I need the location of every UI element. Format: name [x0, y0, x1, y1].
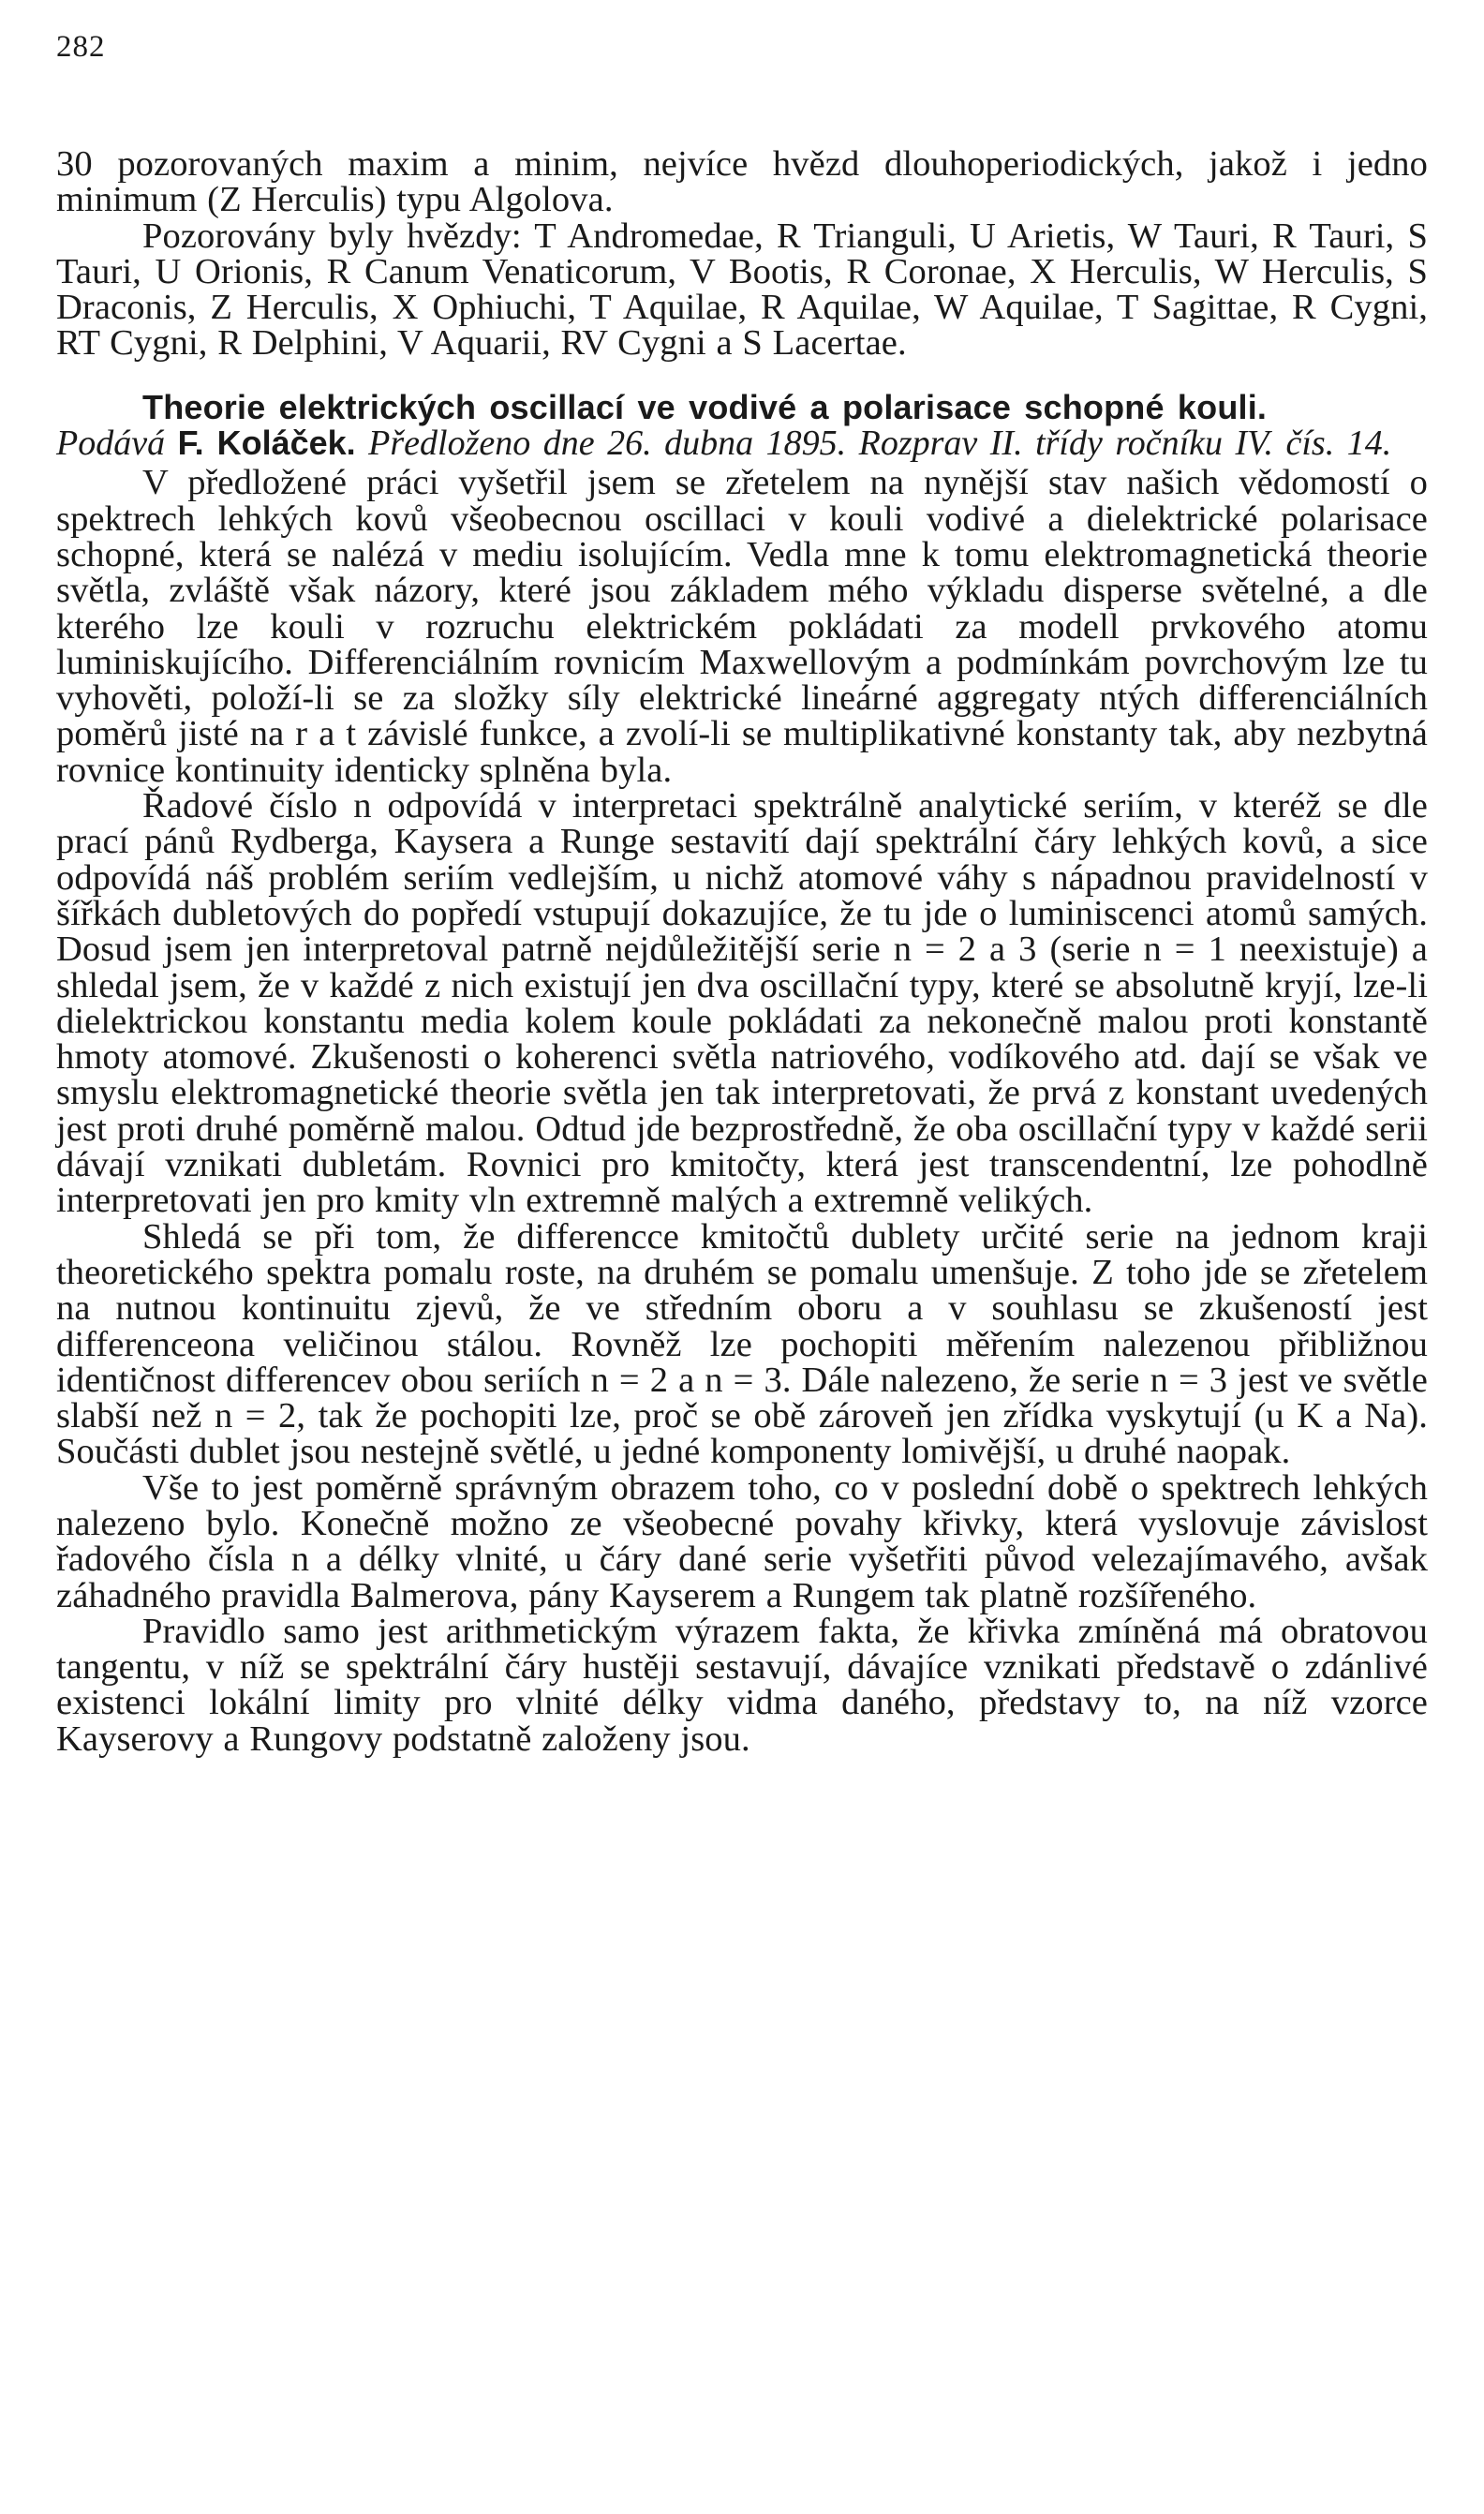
article-body: [56, 465, 1428, 1757]
page-number: 282: [56, 30, 106, 64]
article-paragraph-2: Řadové číslo n odpovídá v interpretaci spektrálně analytické seriím, v kteréž se dle prací pánů Rydberga, Kaysera a Runge sestavití dají spektrální čáry lehkých kovů, a sice odpovídá náš problém seriím vedlejším, u nichž atomové váhy s nápadnou pravidelností v šířkách dubletových do popředí vstupují dokazujíce, že tu jde o luminiscenci atomů samých. Dosud jsem jen interpretoval patrně nejdůležitější serie n = 2 a 3 (serie n = 1 neexistuje) a shledal jsem, že v každé z nich existují jen dva oscillační typy, které se absolutně kryjí, lze-li dielektrickou konstantu media kolem koule pokládati za nekonečně malou proti konstantě hmoty atomové. Zkušenosti o koherenci světla natriového, vodíkového atd. dají se však ve smyslu elektromagnetické theorie světla jen tak interpretovati, že prvá z konstant uvedených jest proti druhé poměrně malou. Odtud jde bezprostředně, že oba oscillační typy v každé serii dávají vznikati dubletám. Rovnici pro kmitočty, která jest transcendentní, lze pohodlně interpretovati jen pro kmity vln extremně malých a extremně velikých.: [56, 786, 1428, 1221]
article-submitted: Předloženo dne 26. dubna 1895. Rozprav II. třídy ročníku IV. čís. 14.: [368, 424, 1392, 464]
article-title: Theorie elektrických oscillací ve vodivé a polarisace schopné kouli.: [142, 387, 1268, 426]
article-author: F. Koláček.: [177, 424, 356, 463]
article-paragraph-1: V předložené práci vyšetřil jsem se zřetelem na nynější stav našich vědomostí o spektrech lehkých kovů všeobecnou oscillaci v kouli vodivé a dielektrické polarisace schopné, která se nalézá v mediu isolujícím. Vedla mne k tomu elektromagnetická theorie světla, zvláště však názory, které jsou základem mého výkladu disperse světelné, a dle kterého lze kouli v rozruchu elektrickém pokládati za modell prvkového atomu luminiskujícího. Differenciálním rovnicím Maxwellovým a podmínkám povrchovým lze tu vyhověti, položí-li se za složky síly elektrické lineárné aggregaty ntých differenciálních poměrů jisté na r a t závislé funkce, a zvolí-li se multiplikativné konstanty tak, aby nezbytná rovnice kontinuity identicky splněna byla.: [56, 463, 1428, 790]
intro-paragraph-2: Pozorovány byly hvězdy: T Andromedae, R Trianguli, U Arietis, W Tauri, R Tauri, S Tauri, U Orionis, R Canum Venaticorum, V Bootis, R Coronae, X Herculis, W Herculis, S Draconis, Z Herculis, X Ophiuchi, T Aquilae, R Aquilae, W Aquilae, T Sagittae, R Cygni, RT Cygni, R Delphini, V Aquarii, RV Cygni a S Lacertae.: [56, 216, 1428, 364]
article-byline: [56, 424, 1428, 464]
document-page: [56, 28, 1428, 1757]
byline-prefix: Podává: [56, 424, 166, 464]
article-paragraph-3: Shledá se při tom, že differencce kmitočtů dublety určité serie na jednom kraji theoretického spektra pomalu roste, na druhém se pomalu umenšuje. Z toho jde se zřetelem na nutnou kontinuitu zjevů, že ve středním oboru a v souhlasu se zkušeností jest differenceona veličinou stálou. Rovněž lze pochopiti měřením nalezenou přibližnou identičnost differencev obou seriích n = 2 a n = 3. Dále nalezeno, že serie n = 3 jest ve světle slabší než n = 2, tak že pochopiti lze, proč se obě zároveň jen zřídka vyskytují (u K a Na). Součásti dublet jsou nestejně světlé, u jedné komponenty lomivější, u druhé naopak.: [56, 1216, 1428, 1472]
article-paragraph-5: Pravidlo samo jest arithmetickým výrazem fakta, že křivka zmíněná má obratovou tangentu, v níž se spektrální čáry hustěji sestavují, dávajíce vznikati představě o zdánlivé existenci lokální limity pro vlnité délky vidma daného, představy to, na níž vzorce Kayserovy a Rungovy podstatně založeny jsou.: [56, 1611, 1428, 1759]
intro-paragraph-1: 30 pozorovaných maxim a minim, nejvíce hvězd dlouhoperiodických, jakož i jedno minimum (Z Herculis) typu Algolova.: [56, 144, 1428, 220]
article-heading: [56, 387, 1428, 464]
article-paragraph-4: Vše to jest poměrně správným obrazem toho, co v poslední době o spektrech lehkých nalezeno bylo. Konečně možno ze všeobecné povahy křivky, která vyslovuje závislost řadového čísla n a délky vlnité, u čáry dané serie vyšetřiti původ velezajímavého, avšak záhadného pravidla Balmerova, pány Kayserem a Rungem tak platně rozšířeného.: [56, 1467, 1428, 1615]
